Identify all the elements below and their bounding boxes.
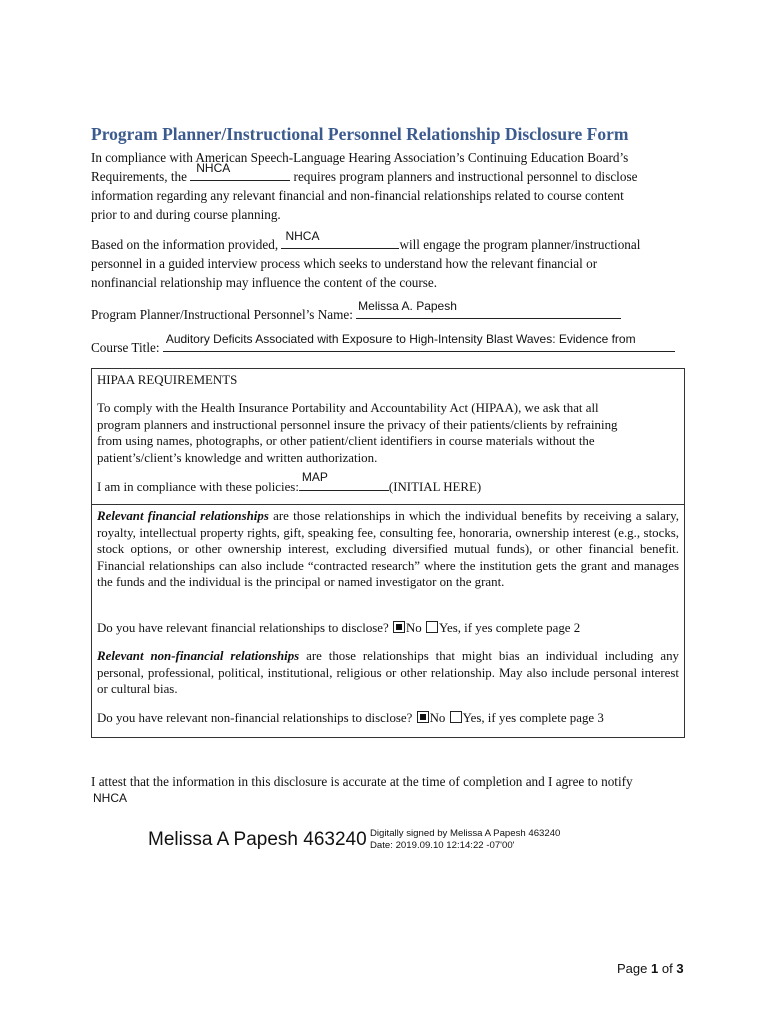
financial-question: Do you have relevant financial relationships to disclose?	[97, 621, 389, 635]
nonfinancial-question: Do you have relevant non-financial relationships to disclose?	[97, 711, 413, 725]
intro2-line-1: Based on the information provided, NHCA will engage the program planner/instructional	[91, 229, 641, 252]
course-title-row	[91, 332, 675, 357]
personnel-name-row	[91, 299, 621, 324]
personnel-name-field[interactable]: Melissa A. Papesh	[356, 305, 621, 319]
page-number: Page 1 of 3	[617, 961, 684, 976]
signature-date: Date: 2019.09.10 12:14:22 -07'00'	[370, 840, 515, 851]
personnel-name-label: Program Planner/Instructional Personnel’s Name:	[91, 307, 353, 322]
signature-signed-by: Digitally signed by Melissa A Papesh 463240	[370, 828, 561, 839]
intro-paragraph-2	[91, 229, 641, 292]
financial-yes-checkbox[interactable]	[426, 621, 438, 633]
signature-name[interactable]: Melissa A Papesh 463240	[148, 829, 367, 850]
initials-field[interactable]: MAP	[299, 478, 389, 491]
box-divider	[91, 504, 685, 505]
course-title-field[interactable]: Auditory Deficits Associated with Exposure to High-Intensity Blast Waves: Evidence from	[163, 338, 675, 352]
financial-question-row	[97, 620, 580, 637]
intro2-line-2: personnel in a guided interview process which seeks to understand how the relevant financial or	[91, 256, 598, 271]
intro-line-2: Requirements, the NHCA requires program planners and instructional personnel to disclose	[91, 161, 638, 184]
nonfinancial-no-checkbox[interactable]	[417, 711, 429, 723]
attestation-organization[interactable]: NHCA	[93, 791, 128, 805]
organization-field-1[interactable]: NHCA	[190, 167, 290, 181]
form-title: Program Planner/Instructional Personnel Relationship Disclosure Form	[91, 124, 629, 144]
nonfinancial-yes-label: Yes, if yes complete page 3	[462, 711, 604, 725]
intro-line-1: In compliance with American Speech-Language Hearing Association’s Continuing Education Board’s	[91, 150, 629, 165]
course-title-label: Course Title:	[91, 340, 160, 355]
hipaa-compliance-row: I am in compliance with these policies: MAP (INITIAL HERE)	[97, 470, 482, 494]
financial-term: Relevant financial relationships	[97, 509, 269, 523]
financial-no-checkbox[interactable]	[393, 621, 405, 633]
signature-details	[370, 828, 560, 852]
financial-definition: Relevant financial relationships are those relationships in which the individual benefits by receiving a salary, royalty, intellectual property rights, gift, speaking fee, consulting fee, honoraria, ownership interest (e.g., stocks, stock options, or other ownership interest, excluding diversified mutual funds), or other financial benefit. Financial relationships can also include “contracted research” where the institution gets the grant and manages the funds and the individual is the principal or named investigator on the grant.	[97, 509, 679, 590]
hipaa-heading: HIPAA REQUIREMENTS	[97, 373, 238, 387]
nonfinancial-yes-checkbox[interactable]	[450, 711, 462, 723]
organization-field-2[interactable]: NHCA	[281, 235, 399, 249]
nonfinancial-term: Relevant non-financial relationships	[97, 649, 300, 663]
intro2-line-3: nonfinancial relationship may influence the content of the course.	[91, 275, 438, 290]
nonfinancial-definition: Relevant non-financial relationships are those relationships that might bias an individual including any personal, professional, political, institutional, religious or other relationship. May also include personal interest or cultural bias.	[97, 649, 679, 697]
hipaa-text: To comply with the Health Insurance Portability and Accountability Act (HIPAA), we ask that all program planners and instructional personnel insure the privacy of their patients/clients by refraining from using names, photographs, or other patient/client identifiers in course materials without the patient’s/client’s knowledge and written authorization.	[97, 401, 618, 465]
attestation-text: I attest that the information in this disclosure is accurate at the time of completion and I agree to notify	[91, 774, 633, 789]
nonfinancial-question-row	[97, 710, 604, 727]
intro-line-4: prior to and during course planning.	[91, 207, 281, 222]
intro-paragraph-1	[91, 148, 637, 224]
nonfinancial-no-label: No	[429, 711, 446, 725]
intro-line-3: information regarding any relevant financial and non-financial relationships related to course content	[91, 188, 624, 203]
financial-no-label: No	[405, 621, 422, 635]
financial-yes-label: Yes, if yes complete page 2	[438, 621, 581, 635]
